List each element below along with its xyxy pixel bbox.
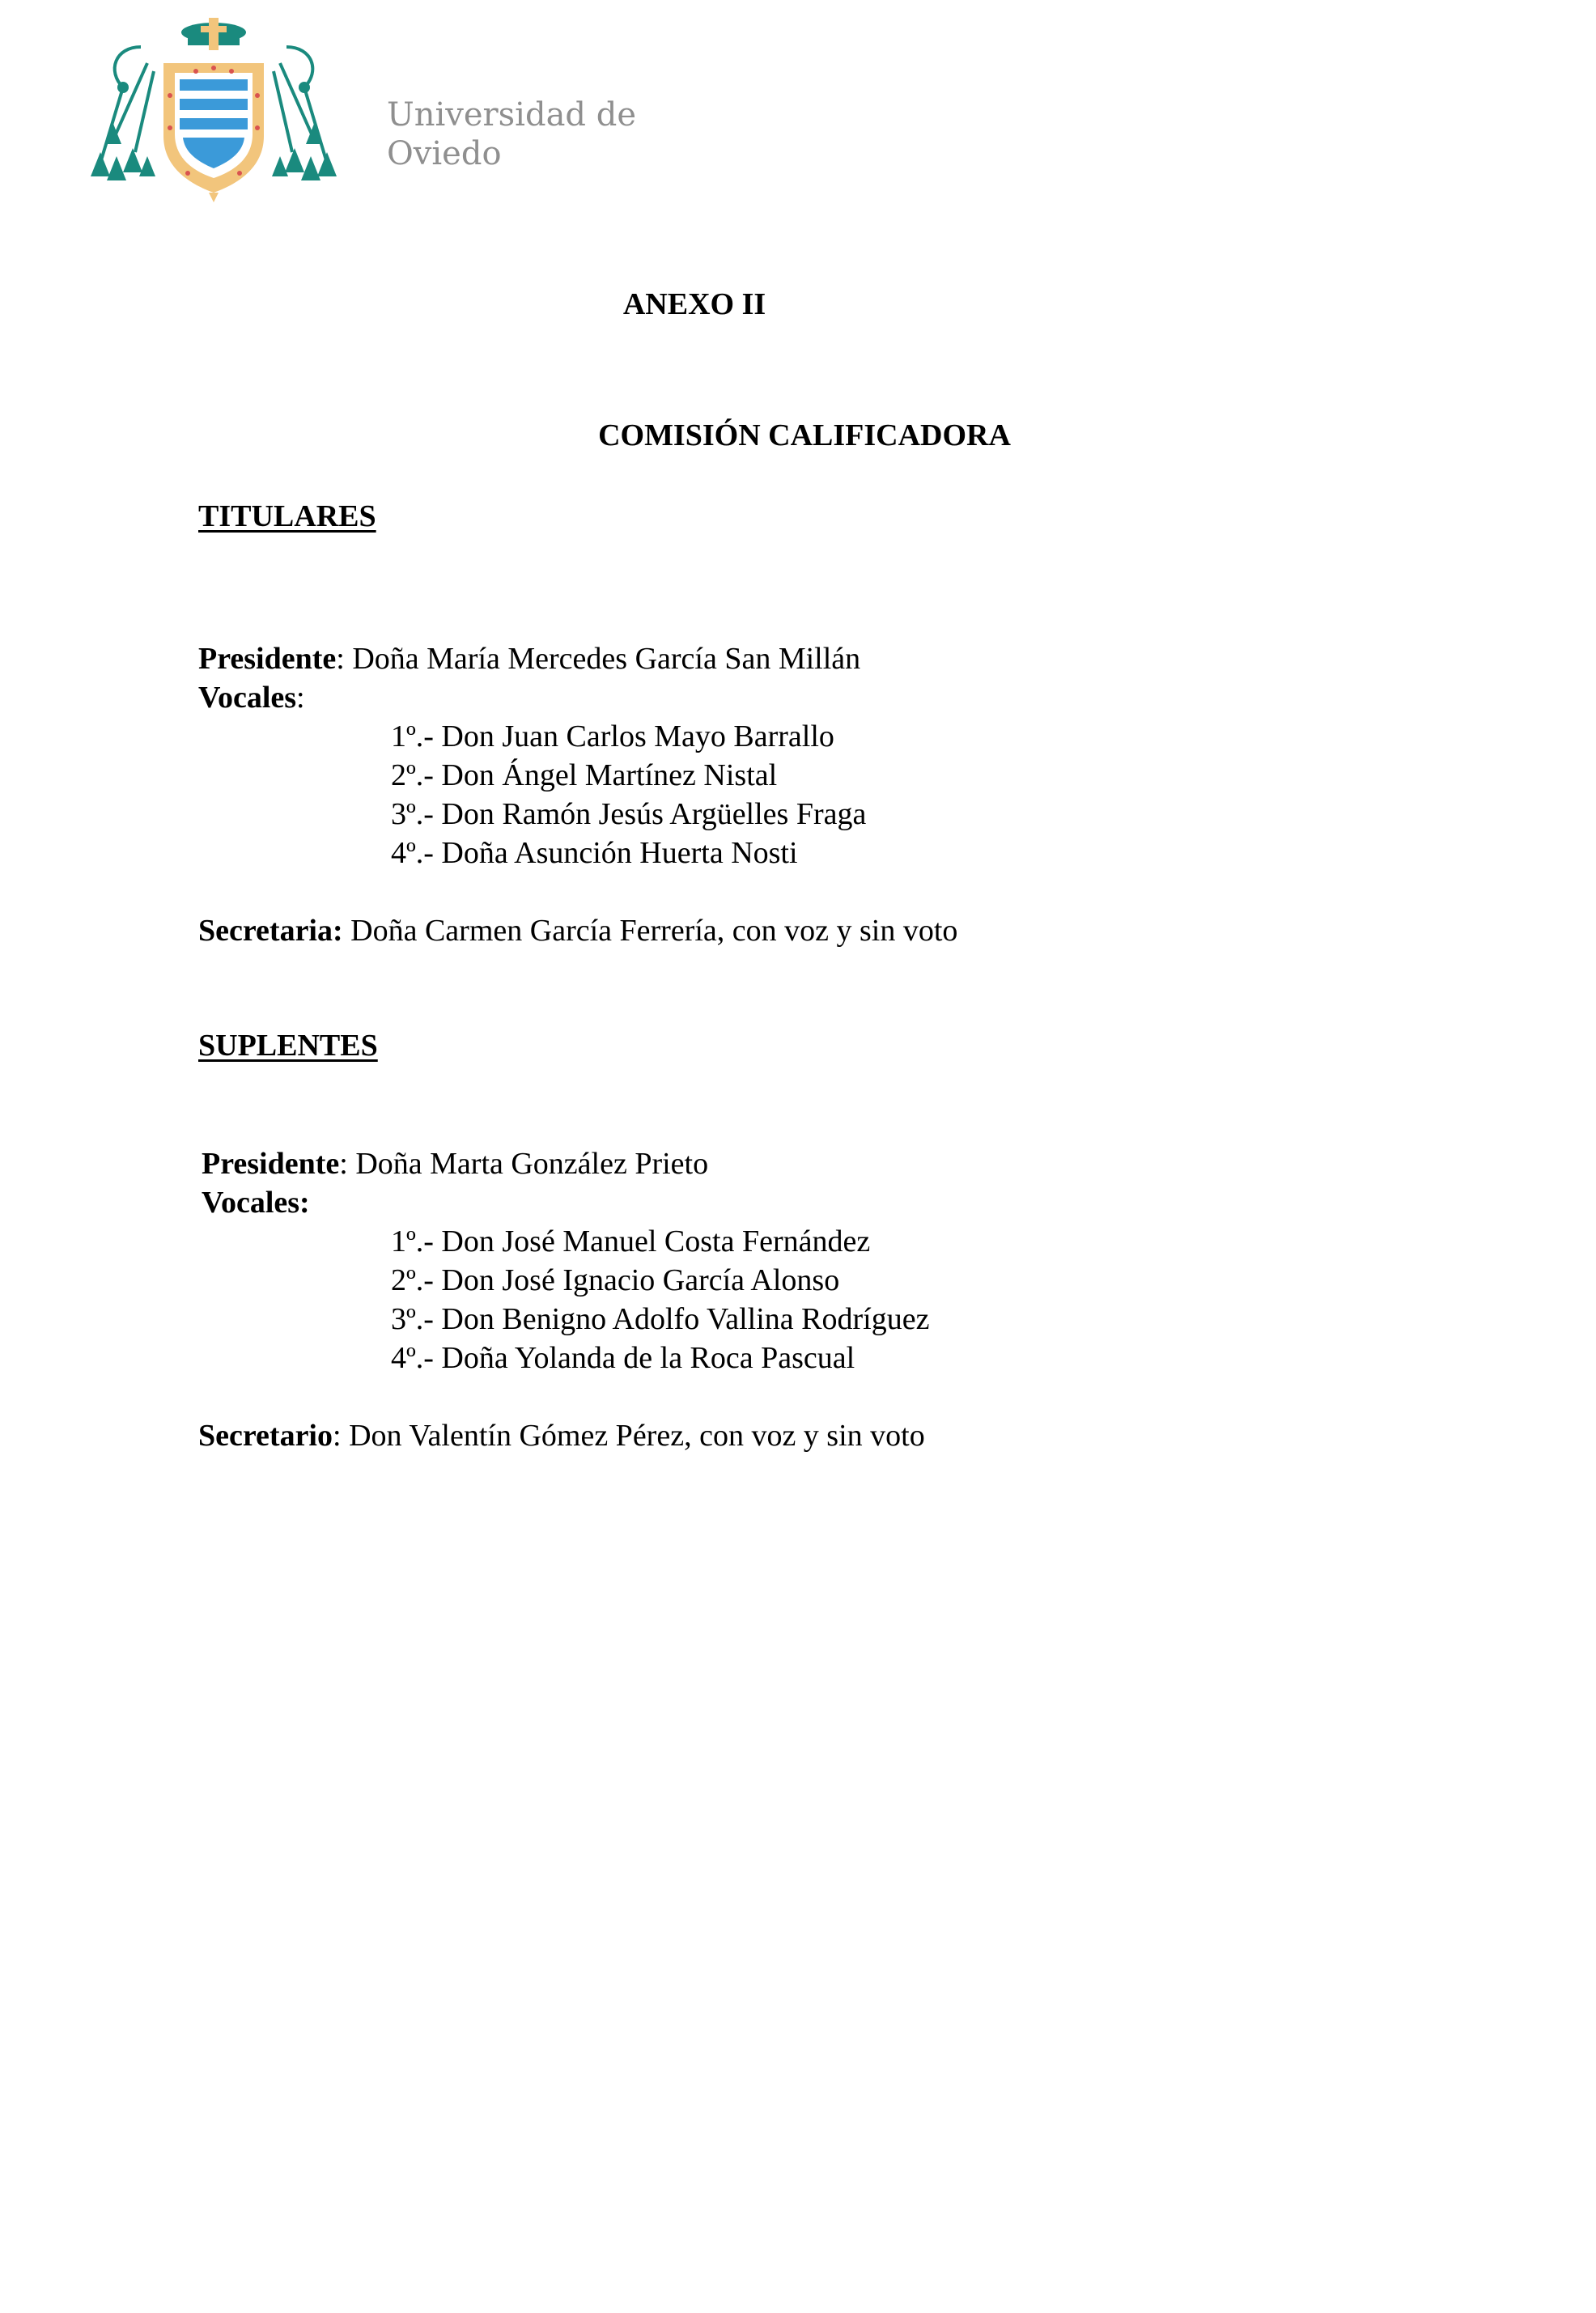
commission-title: COMISIÓN CALIFICADORA — [598, 418, 1011, 452]
suplentes-secretary-name: Don Valentín Gómez Pérez, con voz y sin voto — [341, 1419, 925, 1453]
university-coat-of-arms-icon — [91, 15, 337, 202]
titulares-president-label: Presidente — [198, 642, 337, 676]
suplentes-vocales-label: Vocales: — [202, 1186, 310, 1220]
university-name-line1: Universidad de — [387, 96, 637, 134]
suplentes-president-label: Presidente — [202, 1147, 340, 1181]
titulares-vocales-sep: : — [296, 681, 305, 715]
titulares-president-sep: : — [336, 642, 345, 676]
titulares-vocal-1: 1º.- Don Juan Carlos Mayo Barrallo — [391, 719, 834, 753]
titulares-heading: TITULARES — [198, 499, 376, 533]
suplentes-secretary-sep: : — [333, 1419, 342, 1453]
suplentes-vocal-3: 3º.- Don Benigno Adolfo Vallina Rodríguez — [391, 1302, 930, 1336]
titulares-president-line — [198, 639, 860, 678]
suplentes-vocal-4: 4º.- Doña Yolanda de la Roca Pascual — [391, 1341, 855, 1375]
suplentes-vocales-line — [202, 1183, 310, 1222]
university-name-line2: Oviedo — [387, 135, 502, 172]
titulares-vocal-3: 3º.- Don Ramón Jesús Argüelles Fraga — [391, 797, 867, 831]
titulares-vocal-4: 4º.- Doña Asunción Huerta Nosti — [391, 836, 798, 870]
titulares-vocal-2: 2º.- Don Ángel Martínez Nistal — [391, 758, 778, 792]
suplentes-president-line — [202, 1144, 708, 1183]
annex-title: ANEXO II — [622, 287, 766, 321]
suplentes-president-sep: : — [339, 1147, 348, 1181]
suplentes-secretary-line — [198, 1416, 925, 1455]
suplentes-secretary-label: Secretario — [198, 1419, 333, 1453]
titulares-vocales-label: Vocales — [198, 681, 297, 715]
suplentes-heading: SUPLENTES — [198, 1029, 378, 1063]
titulares-secretary-label: Secretaria: — [198, 914, 343, 948]
suplentes-president-name: Doña Marta González Prieto — [347, 1147, 709, 1181]
titulares-president-name: Doña María Mercedes García San Millán — [344, 642, 861, 676]
suplentes-vocal-1: 1º.- Don José Manuel Costa Fernández — [391, 1224, 871, 1258]
titulares-vocales-line — [198, 678, 305, 717]
titulares-secretary-line — [198, 911, 957, 950]
university-name — [387, 95, 636, 173]
titulares-secretary-name: Doña Carmen García Ferrería, con voz y sin voto — [342, 914, 958, 948]
suplentes-vocal-2: 2º.- Don José Ignacio García Alonso — [391, 1263, 840, 1297]
